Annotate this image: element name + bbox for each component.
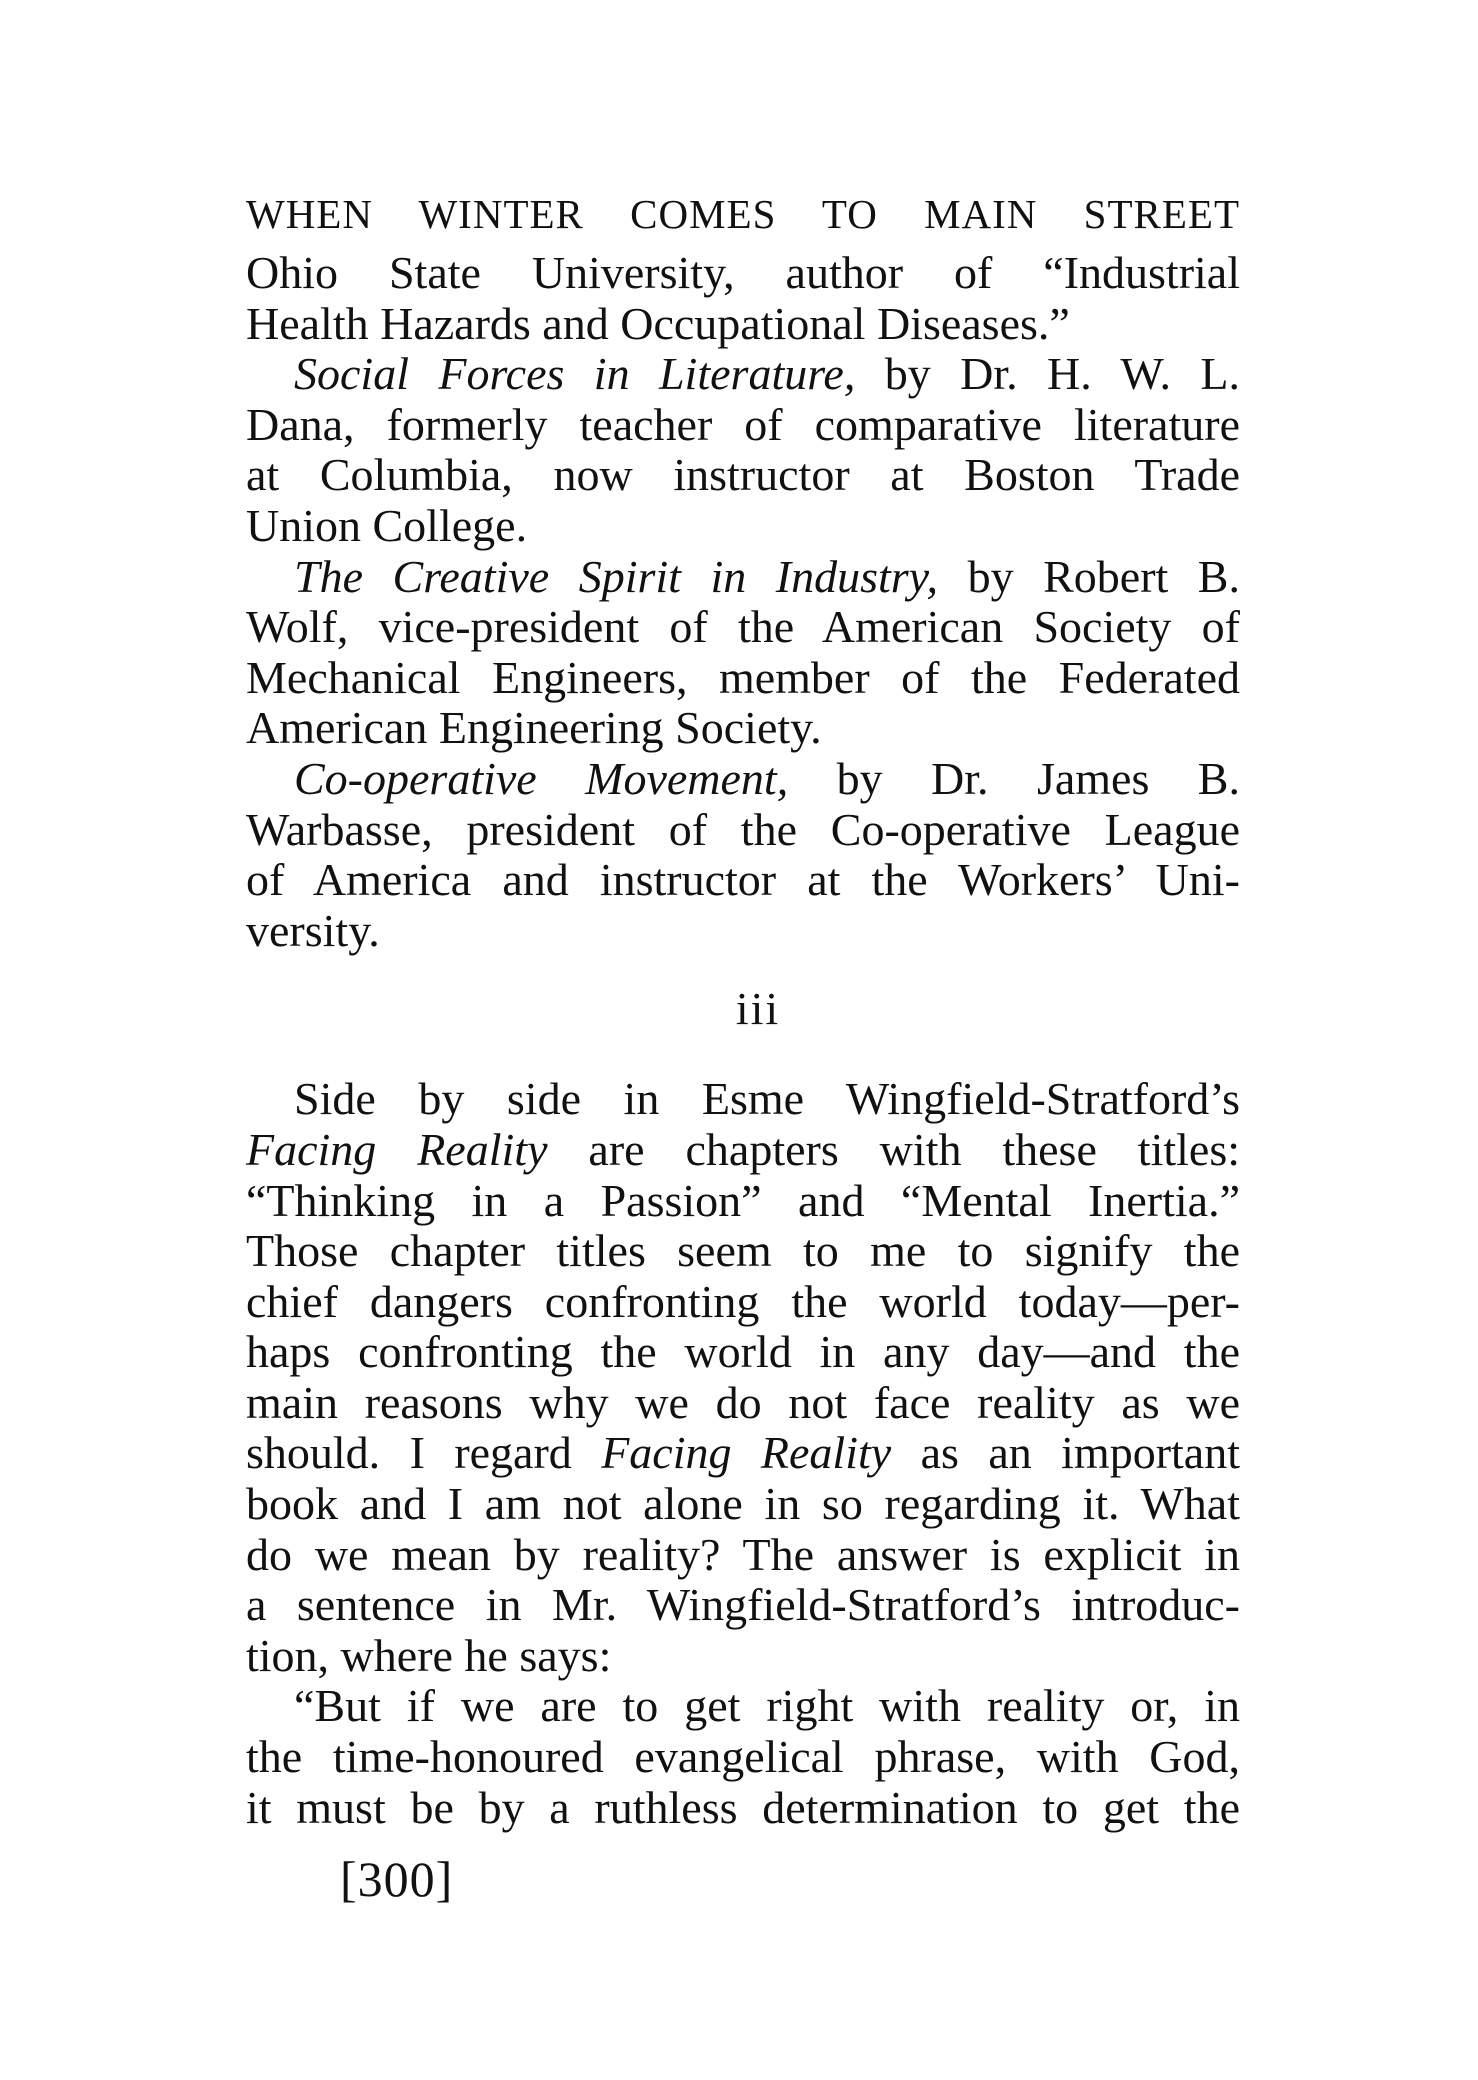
text-span: should. I regard (246, 1427, 572, 1479)
text-line: American Engineering Society. (246, 702, 822, 754)
text-line: do we mean by reality? The answer is explicit in (246, 1528, 1240, 1580)
text-line: of America and instructor at the Workers’ Uni- (246, 854, 1240, 906)
text-line: a sentence in Mr. Wingfield-Stratford’s introduc- (246, 1579, 1240, 1631)
entry-creative-spirit (246, 552, 1240, 603)
text-span: by Dr. James B. (836, 752, 1240, 804)
book-title: Facing Reality (246, 1123, 548, 1175)
section-number: iii (735, 983, 781, 1035)
text-line: “Thinking in a Passion” and “Mental Inertia.” (246, 1174, 1240, 1226)
text-line: Ohio State University, author of “Industrial (246, 247, 1240, 298)
text-span: as an important (920, 1427, 1240, 1479)
text-line: Those chapter titles seem to me to signify the (246, 1225, 1240, 1277)
text-line: at Columbia, now instructor at Boston Trade (246, 449, 1240, 501)
text-span: by Dr. H. W. L. (884, 348, 1241, 400)
page-number: [300] (340, 1851, 454, 1907)
text-line: chief dangers confronting the world today—per- (246, 1275, 1240, 1327)
text-line: Union College. (246, 499, 528, 551)
book-title: Co-operative Movement, (294, 752, 789, 804)
entry-social-forces (246, 349, 1240, 400)
book-title: Facing Reality (601, 1427, 892, 1479)
text-line: Mechanical Engineers, member of the Federated (246, 651, 1240, 703)
text-line: Wolf, vice-president of the American Society of (246, 601, 1240, 653)
text-span: are chapters with these titles: (588, 1123, 1241, 1175)
text-line (246, 1125, 1240, 1176)
book-page (246, 188, 1240, 1833)
quote-line: the time-honoured evangelical phrase, with God, (246, 1731, 1240, 1783)
text-line: haps confronting the world in any day—and the (246, 1326, 1240, 1378)
text-span: by Robert B. (967, 550, 1240, 602)
book-title: Social Forces in Literature, (294, 348, 856, 400)
book-title: The Creative Spirit in Industry, (294, 550, 939, 602)
text-line: book and I am not alone in so regarding it. What (246, 1478, 1240, 1530)
text-line: Health Hazards and Occupational Diseases.” (246, 297, 1070, 349)
text-line (246, 1428, 1240, 1479)
text-line: versity. (246, 904, 380, 956)
text-line: Dana, formerly teacher of comparative literature (246, 398, 1240, 450)
text-line: Warbasse, president of the Co-operative League (246, 803, 1240, 855)
entry-cooperative-movement (246, 754, 1240, 805)
text-line: Side by side in Esme Wingfield-Stratford’s (294, 1073, 1240, 1125)
running-head: WHEN WINTER COMES TO MAIN STREET (246, 191, 1240, 237)
text-line: main reasons why we do not face reality as we (246, 1376, 1240, 1428)
text-line: tion, where he says: (246, 1629, 612, 1681)
quote-line: “But if we are to get right with reality or, in (294, 1680, 1240, 1732)
quote-line: it must be by a ruthless determination to get the (246, 1781, 1240, 1833)
